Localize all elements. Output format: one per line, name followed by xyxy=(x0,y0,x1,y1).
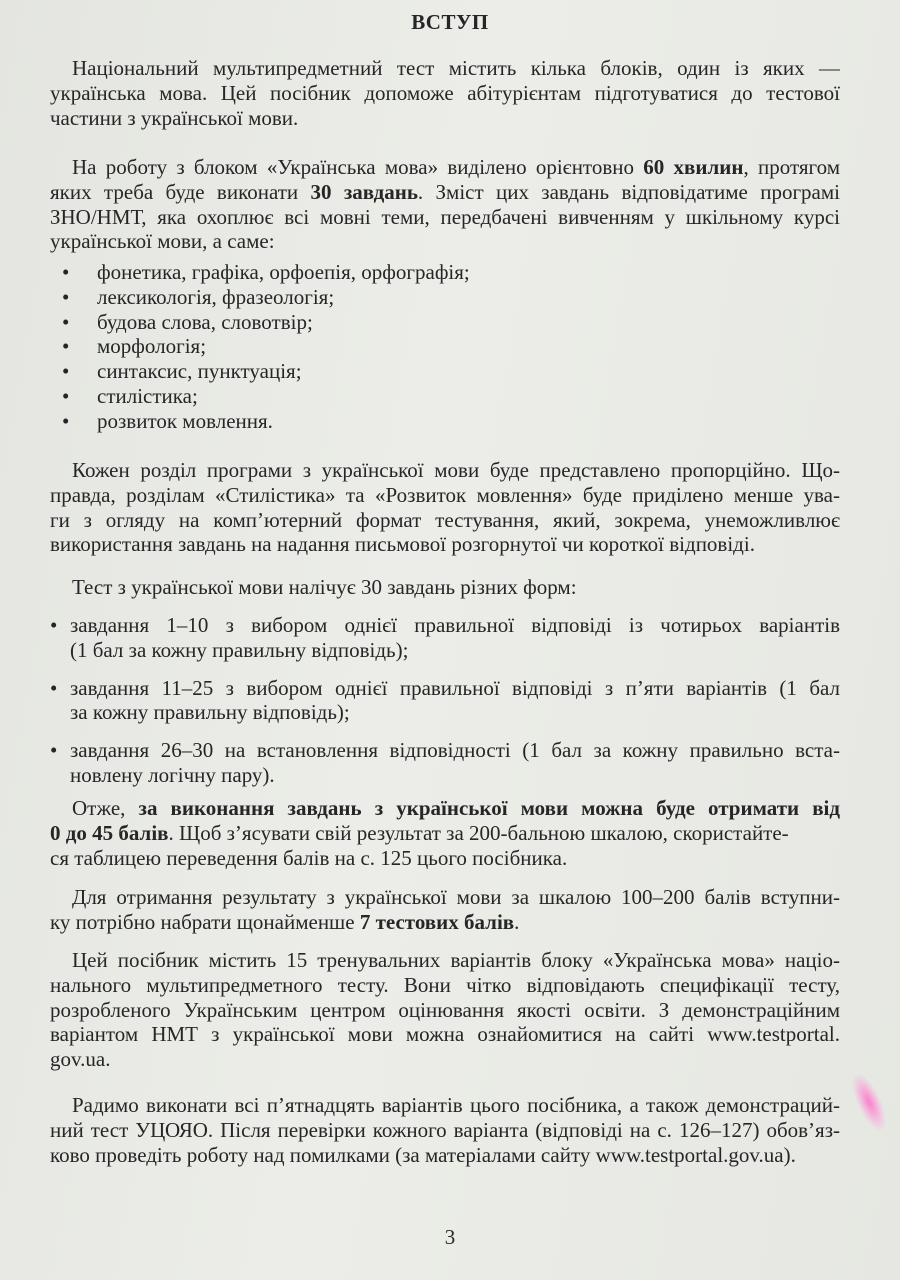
bullet-icon: • xyxy=(62,408,70,433)
list-item-text: стилістика; xyxy=(97,383,198,408)
text-run: ний тест УЦОЯО. Після перевірки кожного варіанта (відповіді на с. 126–127) обов’яз- xyxy=(50,1117,840,1142)
text-line xyxy=(50,676,840,701)
text-run: На роботу з блоком «Українська мова» виділено орієнтовно xyxy=(72,155,644,179)
bold-text: 0 до 45 балів xyxy=(50,820,169,845)
list-item-text: будова слова, словотвір; xyxy=(97,309,313,334)
page-number: 3 xyxy=(444,1225,456,1249)
text-line xyxy=(50,998,840,1023)
text-run: . xyxy=(514,909,520,934)
text-line xyxy=(50,885,840,910)
list-item-text: фонетика, графіка, орфоепія, орфографія; xyxy=(97,260,470,284)
text-line xyxy=(50,1047,840,1072)
list-item xyxy=(50,260,840,285)
text-run: яких треба буде виконати xyxy=(50,179,311,204)
list-item-text: лексикологія, фразеологія; xyxy=(97,284,335,309)
text-line xyxy=(50,1022,840,1047)
list-item xyxy=(50,334,840,359)
highlighter-mark xyxy=(846,1070,891,1134)
list-item xyxy=(50,738,840,788)
text-line xyxy=(50,763,840,788)
list-item xyxy=(50,384,840,409)
text-run: ся таблицею переведення балів на с. 125 цього посібника. xyxy=(50,845,568,870)
text-line xyxy=(50,532,840,557)
bullet-list xyxy=(50,260,840,434)
bullet-icon: • xyxy=(62,284,70,309)
bullet-icon: • xyxy=(62,383,70,408)
text-run: . Зміст цих завдань відповідатиме програмі xyxy=(417,179,840,204)
text-line xyxy=(50,229,840,254)
text-line xyxy=(50,458,840,483)
text-run: української мови, а саме: xyxy=(50,229,275,254)
text-run: розробленого Українським центром оцінювання якості освіти. З демонстраційним xyxy=(50,997,840,1022)
list-item-text: за кожну правильну відповідь); xyxy=(70,700,350,725)
bullet-icon: • xyxy=(62,359,70,384)
text-line xyxy=(50,155,840,180)
text-run: Отже, xyxy=(72,796,139,820)
bullet-icon: • xyxy=(50,613,58,637)
text-line xyxy=(50,81,840,106)
bullet-icon: • xyxy=(62,309,70,334)
text-run: ги з огляду на комп’ютерний формат тестування, який, зокрема, унеможливлює xyxy=(50,507,840,532)
bold-text: за виконання завдань з української мови можна буде отримати від xyxy=(138,796,840,820)
text-line xyxy=(50,910,840,935)
list-item xyxy=(50,409,840,434)
text-line xyxy=(50,1118,840,1143)
bullet-icon: • xyxy=(50,675,58,700)
paragraph xyxy=(50,155,840,254)
text-run: Тест з української мови налічує 30 завдань різних форм: xyxy=(72,575,577,599)
text-line xyxy=(50,738,840,763)
bullet-icon: • xyxy=(62,334,70,359)
text-line xyxy=(50,205,840,230)
list-item-text: розвиток мовлення. xyxy=(97,408,273,433)
text-line xyxy=(50,180,840,205)
bold-text: 7 тестових балів xyxy=(359,909,515,934)
text-run: Радимо виконати всі п’ятнадцять варіантів цього посібника, а також демонстраций- xyxy=(72,1093,840,1117)
text-run: використання завдань на надання письмової розгорнутої чи короткої відповіді. xyxy=(50,532,755,557)
paragraph xyxy=(50,796,840,870)
bullet-icon: • xyxy=(50,738,58,763)
paragraph xyxy=(50,458,840,557)
text-run: Національний мультипредметний тест містить кілька блоків, один із яких — xyxy=(72,56,840,80)
list-item-text: синтаксис, пунктуація; xyxy=(97,359,302,384)
text-line xyxy=(50,56,840,81)
text-run: Кожен розділ програми з української мови буде представлено пропорційно. Що- xyxy=(72,458,840,482)
list-item-text: (1 бал за кожну правильну відповідь); xyxy=(70,637,409,662)
bullet-icon: • xyxy=(62,260,70,284)
paragraph xyxy=(50,1093,840,1167)
text-line xyxy=(50,796,840,821)
list-item-text: завдання 1–10 з вибором однієї правильної відповіді із чотирьох варіантів xyxy=(70,613,840,637)
text-line xyxy=(50,483,840,508)
text-run: правда, розділам «Стилістика» та «Розвиток мовлення» буде приділено менше ува- xyxy=(50,482,840,507)
list-item-text: морфологія; xyxy=(97,334,207,359)
text-run: Для отримання результату з української мови за шкалою 100–200 балів вступни- xyxy=(72,885,840,909)
list-item xyxy=(50,613,840,663)
text-run: ку потрібно набрати щонайменше xyxy=(50,909,360,934)
text-run: . Щоб з’ясувати свій результат за 200-бальною шкалою, скористайте- xyxy=(168,820,789,845)
paragraph xyxy=(50,885,840,935)
bold-text: 30 завдань xyxy=(310,179,418,204)
text-line xyxy=(50,575,840,600)
text-run: gov.ua. xyxy=(50,1047,111,1072)
text-run: українська мова. Цей посібник допоможе абітурієнтам підготуватися до тестової xyxy=(50,80,840,105)
text-line xyxy=(50,638,840,663)
text-run: нального мультипредметного тесту. Вони чітко відповідають специфікації тесту, xyxy=(50,972,840,997)
text-line xyxy=(50,821,840,846)
text-run: ЗНО/НМТ, яка охоплює всі мовні теми, передбачені вивченням у шкільному курсі xyxy=(50,204,840,229)
text-run: Цей посібник містить 15 тренувальних варіантів блоку «Українська мова» націо- xyxy=(72,948,840,972)
text-run: ково проведіть роботу над помилками (за матеріалами сайту www.testportal.gov.ua). xyxy=(50,1142,796,1167)
text-line xyxy=(50,106,840,131)
text-line xyxy=(50,613,840,638)
text-run: частини з української мови. xyxy=(50,105,299,130)
text-line xyxy=(50,700,840,725)
text-line xyxy=(50,1093,840,1118)
list-item-text: завдання 26–30 на встановлення відповідності (1 бал за кожну правильно вста- xyxy=(70,738,840,763)
paragraph xyxy=(50,56,840,130)
text-run: , протягом xyxy=(743,155,840,179)
text-run: варіантом НМТ з української мови можна ознайомитися на сайті www.testportal. xyxy=(50,1022,840,1047)
list-item-text: новлену логічну пару). xyxy=(70,762,275,787)
list-item-text: завдання 11–25 з вибором однієї правильної відповіді з п’яти варіантів (1 бал xyxy=(70,675,840,700)
bullet-list xyxy=(50,613,840,801)
paragraph xyxy=(50,948,840,1072)
list-item xyxy=(50,676,840,726)
text-line xyxy=(50,948,840,973)
text-line xyxy=(50,1143,840,1168)
paragraph xyxy=(50,575,840,600)
bold-text: 60 хвилин xyxy=(643,155,744,179)
text-line xyxy=(50,973,840,998)
list-item xyxy=(50,285,840,310)
text-line xyxy=(50,846,840,871)
page-title: ВСТУП xyxy=(411,10,489,34)
list-item xyxy=(50,310,840,335)
text-line xyxy=(50,508,840,533)
list-item xyxy=(50,359,840,384)
